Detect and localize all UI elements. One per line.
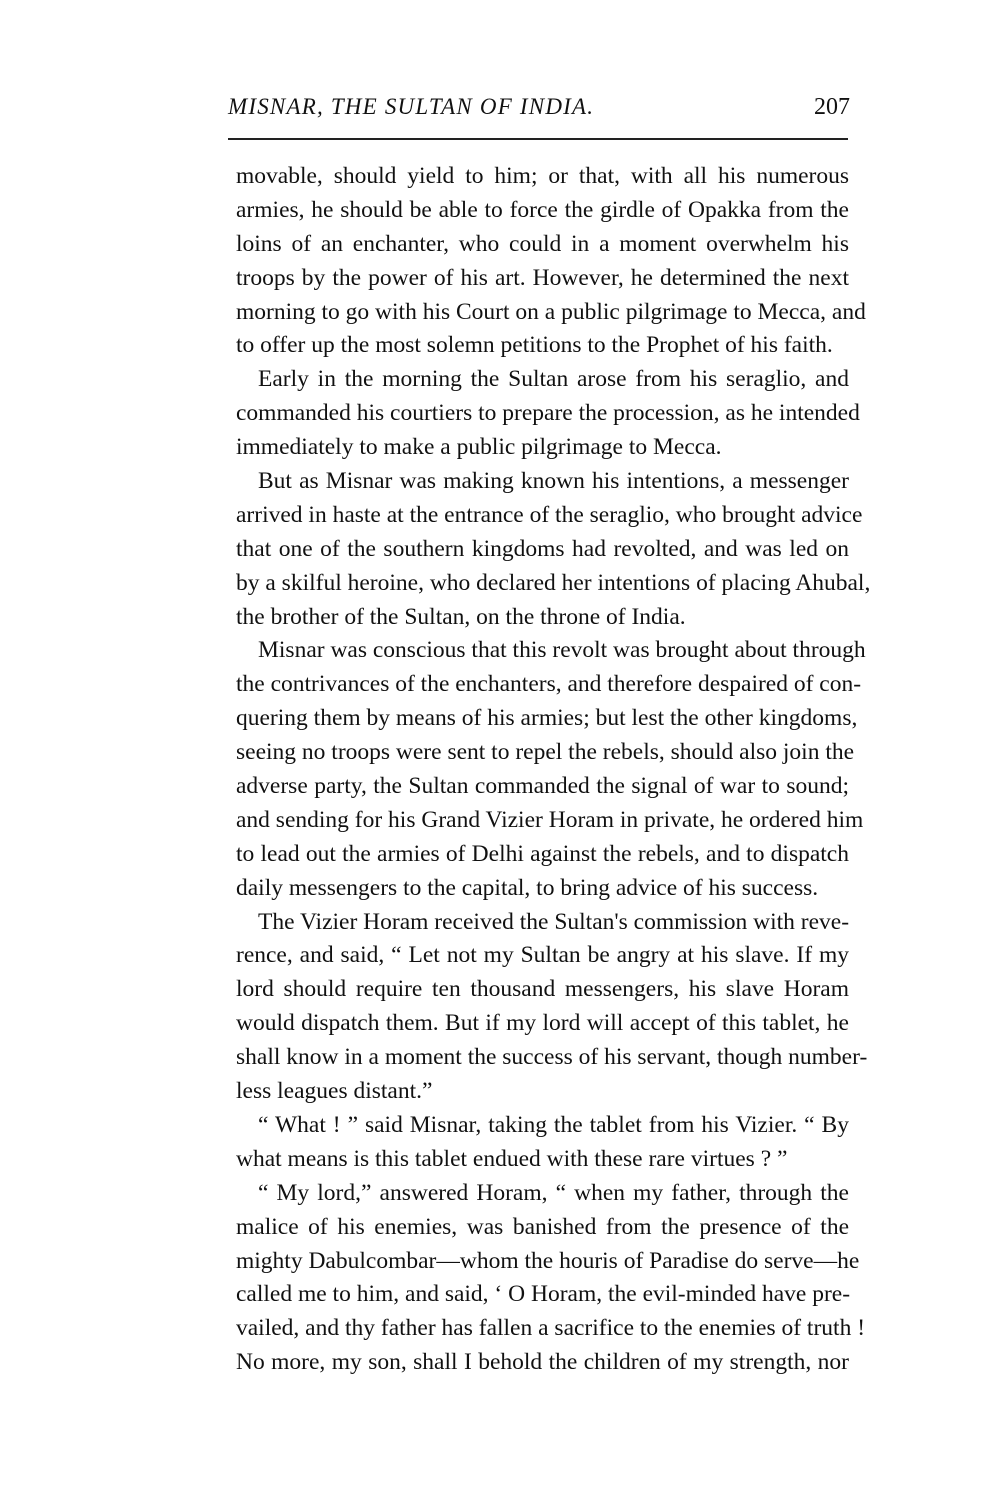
text-line: arrived in haste at the entrance of the seraglio, who brought advice — [236, 501, 863, 528]
text-line: armies, he should be able to force the girdle of Opakka from the — [236, 196, 849, 223]
text-line: morning to go with his Court on a public pilgrimage to Mecca, and — [236, 298, 866, 325]
text-line: adverse party, the Sultan commanded the signal of war to sound; — [236, 773, 849, 800]
text-line: by a skilful heroine, who declared her intentions of placing Ahubal, — [236, 569, 871, 596]
text-line: the contrivances of the enchanters, and therefore despaired of con- — [236, 671, 862, 698]
page-body-text — [236, 160, 871, 1380]
text-line: malice of his enemies, was banished from the presence of the — [236, 1213, 849, 1240]
text-line: less leagues distant.” — [236, 1078, 433, 1105]
text-line: called me to him, and said, ‘ O Horam, the evil-minded have pre- — [236, 1281, 851, 1308]
text-line: Misnar was conscious that this revolt was brought about through — [258, 637, 866, 664]
text-line: the brother of the Sultan, on the throne of India. — [236, 603, 686, 630]
text-line: “ My lord,” answered Horam, “ when my father, through the — [258, 1179, 849, 1206]
page-number: 207 — [814, 94, 850, 120]
text-line: commanded his courtiers to prepare the procession, as he intended — [236, 400, 860, 427]
text-line: immediately to make a public pilgrimage to Mecca. — [236, 434, 722, 461]
text-line: to lead out the armies of Delhi against the rebels, and to dispatch — [236, 840, 849, 867]
text-line: rence, and said, “ Let not my Sultan be angry at his slave. If my — [236, 942, 849, 969]
text-line: mighty Dabulcombar—whom the houris of Paradise do serve—he — [236, 1247, 860, 1274]
running-header — [228, 94, 850, 128]
text-line: that one of the southern kingdoms had revolted, and was led on — [236, 535, 849, 562]
text-line: vailed, and thy father has fallen a sacrifice to the enemies of truth ! — [236, 1315, 866, 1342]
text-line: troops by the power of his art. However, he determined the next — [236, 264, 849, 291]
text-line: The Vizier Horam received the Sultan's commission with reve- — [258, 908, 850, 935]
text-line: movable, should yield to him; or that, with all his numerous — [236, 163, 849, 189]
text-line: seeing no troops were sent to repel the rebels, should also join the — [236, 739, 855, 766]
text-line: quering them by means of his armies; but lest the other kingdoms, — [236, 705, 858, 732]
text-line: daily messengers to the capital, to bring advice of his success. — [236, 874, 819, 901]
text-line: “ What ! ” said Misnar, taking the tablet from his Vizier. “ By — [258, 1111, 849, 1138]
text-line: to offer up the most solemn petitions to the Prophet of his faith. — [236, 332, 833, 359]
text-line: loins of an enchanter, who could in a moment overwhelm his — [236, 230, 849, 257]
text-line: No more, my son, shall I behold the children of my strength, nor — [236, 1349, 849, 1376]
text-line: what means is this tablet endued with these rare virtues ? ” — [236, 1145, 788, 1172]
text-line: and sending for his Grand Vizier Horam in private, he ordered him — [236, 806, 864, 833]
text-line: shall know in a moment the success of his servant, though number- — [236, 1044, 868, 1071]
text-line: lord should require ten thousand messengers, his slave Horam — [236, 976, 849, 1003]
text-line: Early in the morning the Sultan arose from his seraglio, and — [258, 366, 849, 393]
header-rule — [228, 138, 848, 140]
text-line: would dispatch them. But if my lord will accept of this tablet, he — [236, 1010, 849, 1037]
running-title: MISNAR, THE SULTAN OF INDIA. — [228, 94, 595, 119]
text-line: But as Misnar was making known his intentions, a messenger — [258, 468, 849, 495]
